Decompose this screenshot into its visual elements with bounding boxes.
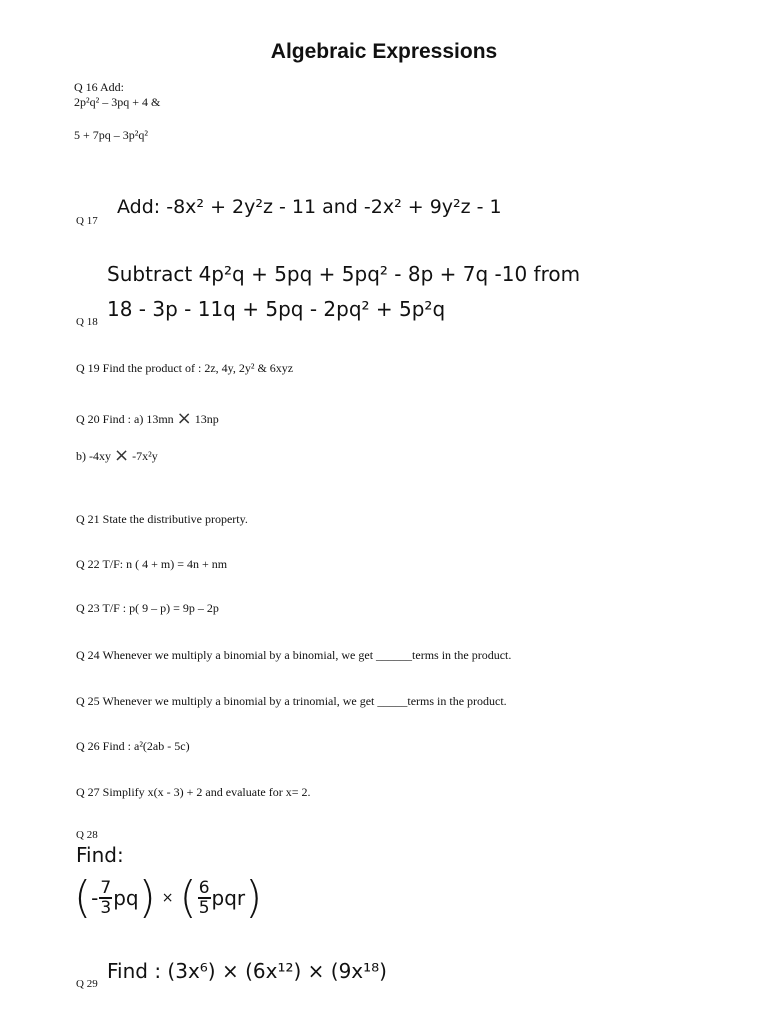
q28-fraction-2 <box>198 879 211 917</box>
q28-fraction-1 <box>99 879 112 917</box>
q19-question: Q 19 Find the product of : 2z, 4y, 2y² & 6xyz <box>76 361 294 375</box>
q18-line-1: Subtract 4p²q + 5pq + 5pq² - 8p + 7q -10 from <box>107 262 581 286</box>
q26-question: Q 26 Find : a²(2ab - 5c) <box>76 739 190 753</box>
q22-question: Q 22 T/F: n ( 4 + m) = 4n + nm <box>76 557 228 571</box>
q28-f1-sign: - <box>91 886 99 910</box>
q28-expression <box>74 868 262 928</box>
q17-number: Q 17 <box>76 215 98 227</box>
q18-number: Q 18 <box>76 316 98 328</box>
q28-f2-var: pqr <box>211 886 246 910</box>
q17-question: Add: -8x² + 2y²z - 11 and -2x² + 9y²z - 1 <box>117 196 502 218</box>
q20-b-suffix: -7x²y <box>132 449 158 463</box>
q29-number: Q 29 <box>76 978 98 990</box>
fraction-numerator: 6 <box>198 878 210 898</box>
q28-number: Q 28 <box>76 829 98 841</box>
q20-a-suffix: 13np <box>194 412 219 426</box>
q16-label: Q 16 Add: <box>74 80 125 94</box>
q20-b-prefix: b) -4xy <box>76 449 111 463</box>
q20-prefix: Q 20 Find : a) 13mn <box>76 412 174 426</box>
q24-question: Q 24 Whenever we multiply a binomial by a binomial, we get ______terms in the product. <box>76 648 512 662</box>
right-paren: ) <box>245 872 263 923</box>
left-paren: ( <box>179 872 197 923</box>
q20-part-b <box>76 445 158 466</box>
q28-f1-var: pq <box>113 886 139 910</box>
q18-line-2: 18 - 3p - 11q + 5pq - 2pq² + 5p²q <box>107 297 446 321</box>
fraction-numerator: 7 <box>100 878 112 898</box>
q21-question: Q 21 State the distributive property. <box>76 512 248 526</box>
fraction-denominator: 3 <box>100 898 112 918</box>
q28-find-label: Find: <box>76 843 124 867</box>
multiply-icon: × <box>161 890 174 906</box>
q16-expression-1: 2p²q² – 3pq + 4 & <box>74 95 161 109</box>
page-title: Algebraic Expressions <box>270 40 498 63</box>
q27-question: Q 27 Simplify x(x - 3) + 2 and evaluate for x= 2. <box>76 785 311 799</box>
right-paren: ) <box>138 872 156 923</box>
multiply-icon: × <box>176 408 192 429</box>
fraction-denominator: 5 <box>198 898 210 918</box>
left-paren: ( <box>74 872 92 923</box>
q20-part-a <box>76 408 219 429</box>
q23-question: Q 23 T/F : p( 9 – p) = 9p – 2p <box>76 601 219 615</box>
q29-question: Find : (3x⁶) × (6x¹²) × (9x¹⁸) <box>107 959 387 983</box>
q16-expression-2: 5 + 7pq – 3p²q² <box>74 128 148 142</box>
q25-question: Q 25 Whenever we multiply a binomial by a trinomial, we get _____terms in the product. <box>76 694 507 708</box>
multiply-icon: × <box>114 445 130 466</box>
